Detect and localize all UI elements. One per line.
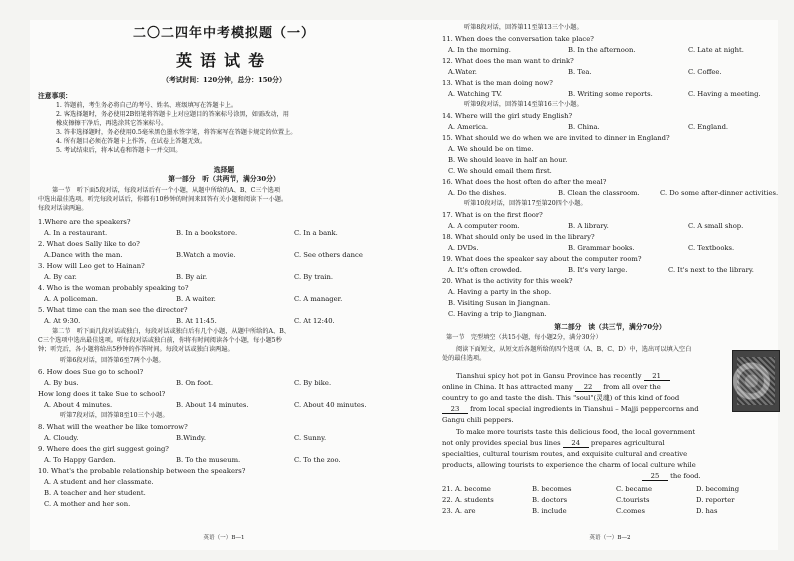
option-c: C. About 40 minutes.	[294, 401, 367, 409]
note-item: 1. 答题前，考生务必将自己的考号、姓名、班级填写在答题卡上。	[56, 102, 238, 109]
passage-line: specialties, cultural tourism routes, and exquisite cultural and creative	[442, 450, 688, 458]
option-b: B. A library.	[568, 222, 609, 230]
option-c: C. In a bank.	[294, 229, 338, 237]
choice-a: 22. A. students	[442, 496, 494, 504]
passage-line: online in China. It has attracted many 22 from all over the	[442, 383, 661, 391]
option-c: C. Having a meeting.	[688, 90, 761, 98]
option-b: B. To the museum.	[176, 456, 241, 464]
exam-sheet	[30, 20, 778, 550]
option-a: A. A student and her classmate.	[44, 478, 154, 486]
question: 8. What will the weather be like tomorrow?	[38, 423, 188, 431]
question: 14. Where will the girl study English?	[442, 112, 573, 120]
option-c: C. By train.	[294, 273, 334, 281]
choice-c: C.comes	[616, 507, 645, 515]
part2-heading: 第二部分 读（共三节，满分70分）	[554, 323, 666, 331]
option-a: A. A policeman.	[44, 295, 98, 303]
choice-a: 23. A. are	[442, 507, 476, 515]
note-item: 2. 客选择题时，务必使用2B铅笔将答题卡上对应题目的答案标号涂黑，如需改动，用	[56, 111, 289, 118]
option-b: B. A waiter.	[176, 295, 216, 303]
option-c: C. Having a trip to Jiangnan.	[448, 310, 547, 318]
s1-intro: 每段对话读两遍。	[38, 205, 88, 212]
question: 11. When does the conversation take place?	[442, 35, 594, 43]
listen-instruction: 听第10段对话，回答第17至第20四个小题。	[464, 200, 587, 207]
option-c: C. It's next to the library.	[668, 266, 754, 274]
option-c: C. Late at night.	[688, 46, 744, 54]
note-item: 3. 答非选择题时，务必使用0.5毫米黑色墨水签字笔，将答案写在答题卡规定的位置上。	[56, 129, 297, 136]
choice-b: B. include	[532, 507, 567, 515]
cloze-intro: 处的最佳选项。	[442, 355, 486, 362]
option-b: B. China.	[568, 123, 600, 131]
option-b: B. Tea.	[568, 68, 592, 76]
section-heading: 选择题	[213, 166, 235, 174]
passage-line: not only provides special bus lines 24 prepares agricultural	[442, 439, 665, 447]
question: 13. What is the man doing now?	[442, 79, 553, 87]
s2-intro: C三个选项中选出最佳选项。听每段对话或独白前，你将有时间阅读各个小题，每小题5秒	[38, 337, 282, 344]
question: 16. What does the host often do after the meal?	[442, 178, 607, 186]
question: 12. What does the man want to drink?	[442, 57, 574, 65]
blank-24: 24	[563, 439, 589, 448]
choice-c: C.tourists	[616, 496, 650, 504]
question: 19. What does the speaker say about the computer room?	[442, 255, 642, 263]
option-b: B. Grammar books.	[568, 244, 635, 252]
option-a: A. To Happy Garden.	[44, 456, 116, 464]
question: 6. How does Sue go to school?	[38, 368, 144, 376]
option-c: C. See others dance	[294, 251, 363, 259]
option-b: B. On foot.	[176, 379, 214, 387]
question: 15. What should we do when we are invited to dinner in England?	[442, 134, 670, 142]
choice-c: C. became	[616, 485, 652, 493]
option-c: C. Coffee.	[688, 68, 722, 76]
listen-instruction: 听第6段对话，回答第6至7两个小题。	[60, 357, 165, 364]
question: 3. How will Leo get to Hainan?	[38, 262, 145, 270]
s1-intro: 中选出最佳选项。听完每段对话后，你都有10秒钟的时间来回答有关小题和阅读下一小题。	[38, 196, 288, 203]
choice-b: B. doctors	[532, 496, 568, 504]
passage-line: To make more tourists taste this delicious food, the local government	[456, 428, 696, 436]
option-a: A. We should be on time.	[448, 145, 534, 153]
choice-d: D. reporter	[696, 496, 735, 504]
exam-title: 二〇二四年中考模拟题（一）	[132, 26, 315, 41]
s1-intro: 第一节 听下面5段对话，每段对话后有一个小题，从题中所给的A、B、C三个选项	[52, 187, 281, 194]
note-item: 橡皮擦擦干净后，再选涂其它答案标号。	[56, 120, 168, 127]
option-c: C. We should email them first.	[448, 167, 552, 175]
blank-23: 23	[442, 405, 468, 414]
choice-d: D. becoming	[696, 485, 740, 493]
option-c: C. At 12:40.	[294, 317, 335, 325]
question: 2. What does Sally like to do?	[38, 240, 140, 248]
option-a: A. By bus.	[44, 379, 79, 387]
option-a: A. In a restaurant.	[44, 229, 108, 237]
option-c: C. Textbooks.	[688, 244, 735, 252]
option-b: B. At 11:45.	[176, 317, 217, 325]
option-b: B. A teacher and her student.	[44, 489, 146, 497]
s2-intro: 第二节 听下面几段对话或独白，每段对话或独白后有几个小题，从题中所给的A、B、	[52, 328, 290, 335]
option-c: C. A manager.	[294, 295, 343, 303]
listen-instruction: 听第7段对话，回答第8至10三个小题。	[60, 412, 169, 419]
option-a: A. About 4 minutes.	[44, 401, 113, 409]
passage-line: country to go and taste the dish. This "soul"(灵魂) of this kind of food	[442, 394, 680, 402]
option-a: A. America.	[448, 123, 489, 131]
option-a: A. In the morning.	[448, 46, 511, 54]
option-a: A.Water.	[448, 68, 477, 76]
option-c: C. Sunny.	[294, 434, 327, 442]
question: 18. What should only be used in the library?	[442, 233, 595, 241]
page-footer-right: 英语（一）B—2	[589, 535, 631, 541]
s2-intro: 钟；听完后，各小题将给出5秒钟的作答时间。每段对话或独白读两遍。	[38, 346, 234, 353]
question: 20. What is the activity for this week?	[442, 277, 573, 285]
option-c: C. England.	[688, 123, 729, 131]
option-b: B. Writing some reports.	[568, 90, 653, 98]
option-b: B. It's very large.	[568, 266, 628, 274]
option-c: C. Do some after-dinner activities.	[660, 189, 779, 197]
question: 9. Where does the girl suggest going?	[38, 445, 169, 453]
passage-line: 23 from local special ingredients in Tianshui – Majji peppercorns and	[442, 405, 699, 414]
option-b: B. Visiting Susan in Jiangnan.	[448, 299, 551, 307]
option-b: B. We should leave in half an hour.	[448, 156, 568, 164]
cloze-heading: 第一节 完型填空（共15小题，每小题2分，满分30分）	[446, 334, 602, 341]
option-a: A. Having a party in the shop.	[448, 288, 552, 296]
choice-d: D. has	[696, 507, 718, 515]
option-b: B. Clean the classroom.	[558, 189, 640, 197]
exam-subject: 英语试卷	[175, 51, 272, 70]
option-a: A. At 9:30.	[44, 317, 81, 325]
choice-b: B. becomes	[532, 485, 572, 493]
question: 10. What's the probable relationship between the speakers?	[38, 467, 246, 475]
option-b: B.Watch a movie.	[176, 251, 236, 259]
option-b: B. About 14 minutes.	[176, 401, 249, 409]
note-item: 5. 考试结束后，将本试卷和答题卡一并交回。	[56, 147, 182, 154]
option-a: A. Cloudy.	[44, 434, 79, 442]
passage-line: 25 the food.	[642, 472, 701, 481]
cloze-intro: 阅读下面短文，从短文后各题所给的四个选项（A、B、C、D）中，选出可以填入空白	[456, 346, 692, 353]
question: 5. What time can the man see the director?	[38, 306, 188, 314]
option-a: A. Watching TV.	[448, 90, 503, 98]
option-b: B.Windy.	[176, 434, 207, 442]
question: How long does it take Sue to school?	[38, 390, 166, 398]
option-c: C. To the zoo.	[294, 456, 341, 464]
note-item: 4. 所有题目必须在答题卡上作答，在试卷上答题无效。	[56, 138, 207, 145]
part1-heading: 第一部分 听（共两节，满分30分）	[168, 175, 280, 183]
option-c: C. By bike.	[294, 379, 332, 387]
passage-line: Tianshui spicy hot pot in Gansu Province has recently 21	[456, 372, 670, 381]
time-score: （考试时间：120分钟，总分：150分）	[162, 76, 286, 84]
option-a: A. By car.	[44, 273, 77, 281]
option-a: A. DVDs.	[448, 244, 479, 252]
question: 1.Where are the speakers?	[38, 218, 131, 226]
hotpot-photo	[732, 350, 780, 412]
page-footer-left: 英语（一）B—1	[203, 535, 245, 541]
listen-instruction: 听第9段对话，回答第14至第16三个小题。	[464, 101, 583, 108]
passage-line: Gangu chili peppers.	[442, 416, 514, 424]
blank-21: 21	[644, 372, 670, 381]
option-a: A. A computer room.	[448, 222, 520, 230]
notes-heading: 注意事项：	[38, 92, 72, 100]
option-b: B. In the afternoon.	[568, 46, 636, 54]
option-a: A. Do the dishes.	[448, 189, 507, 197]
option-b: B. In a bookstore.	[176, 229, 238, 237]
choice-a: 21. A. become	[442, 485, 491, 493]
question: 4. Who is the woman probably speaking to?	[38, 284, 189, 292]
option-c: C. A small shop.	[688, 222, 744, 230]
option-a: A.Dance with the man.	[44, 251, 123, 259]
passage-line: products, allowing tourists to experience the charm of local culture while	[442, 461, 696, 469]
option-b: B. By air.	[176, 273, 208, 281]
blank-25: 25	[642, 472, 668, 481]
listen-instruction: 听第8段对话，回答第11至第13三个小题。	[464, 24, 583, 31]
blank-22: 22	[575, 383, 601, 392]
question: 17. What is on the first floor?	[442, 211, 543, 219]
option-c: C. A mother and her son.	[44, 500, 131, 508]
option-a: A. It's often crowded.	[448, 266, 522, 274]
